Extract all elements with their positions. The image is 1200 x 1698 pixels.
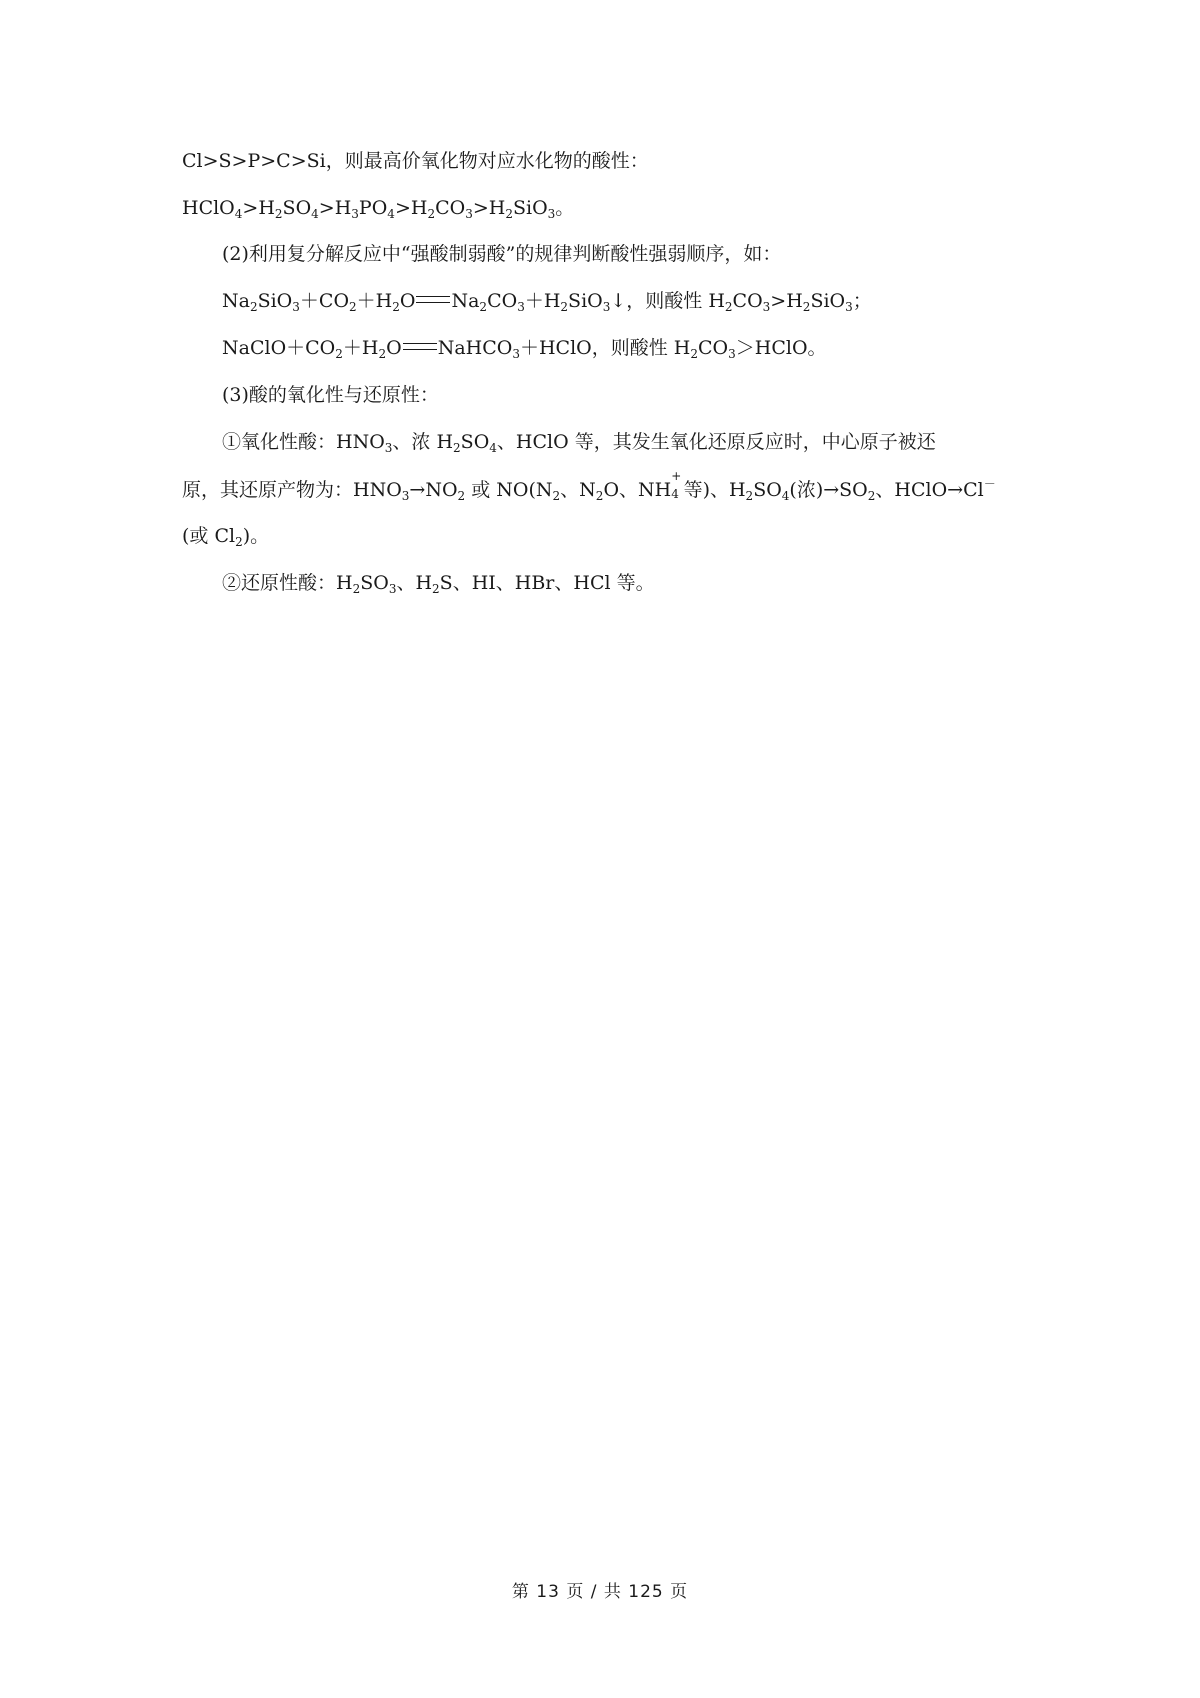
text-line-strong-acid-rule: (2)利用复分解反应中“强酸制弱酸”的规律判断酸性强弱顺序，如： (222, 243, 782, 265)
double-line-equals (416, 296, 450, 303)
text-line-oxidizing-acids: ①氧化性酸：$HNO_3$、浓 $H_2SO_4$、HClO 等，其发生氧化还原反应时，中心原子被还 (222, 431, 936, 455)
text-line-reduction-products: 原，其还原产物为：$HNO_3\to NO_2$ 或 $NO(N_2$、$N_2O$、NH + 4 等)、$H_2SO_4$(浓)$\to SO_2$、HClO→Cl－ (182, 469, 996, 503)
equation-sodium-silicate: $Na_2SiO_3+CO_2+H_2O$ $Na_2CO_3+H_2SiO_3↓$，则酸性 $H_2CO_3>H_2SiO_3$； (222, 290, 872, 314)
text-line-periodic-order: Cl>S>P>C>Si，则最高价氧化物对应水化物的酸性： (182, 150, 649, 172)
page-number-footer: 第 13 页 / 共 125 页 (511, 1582, 689, 1602)
equation-sodium-hypochlorite: $NaClO+CO_2+H_2O$ NaHCO$_3$＋HClO，则酸性 $H_2CO_3>HClO$。 (222, 337, 827, 361)
text-line-reducing-acids: ②还原性酸：$H_2SO_3$、$H_2S$、HI、HBr、HCl 等。 (222, 572, 655, 596)
text-line-acid-strength-order: $HClO_4>H_2SO_4>H_3PO_4>H_2CO_3>H_2SiO_3$。 (182, 197, 575, 221)
text-line-section-3-heading: (3)酸的氧化性与还原性： (222, 384, 439, 406)
ammonium-charge-stack: + 4 (671, 469, 682, 501)
text-line-chlorine-note: (或 $Cl_2$)。 (182, 525, 270, 549)
double-line-equals (403, 343, 437, 350)
